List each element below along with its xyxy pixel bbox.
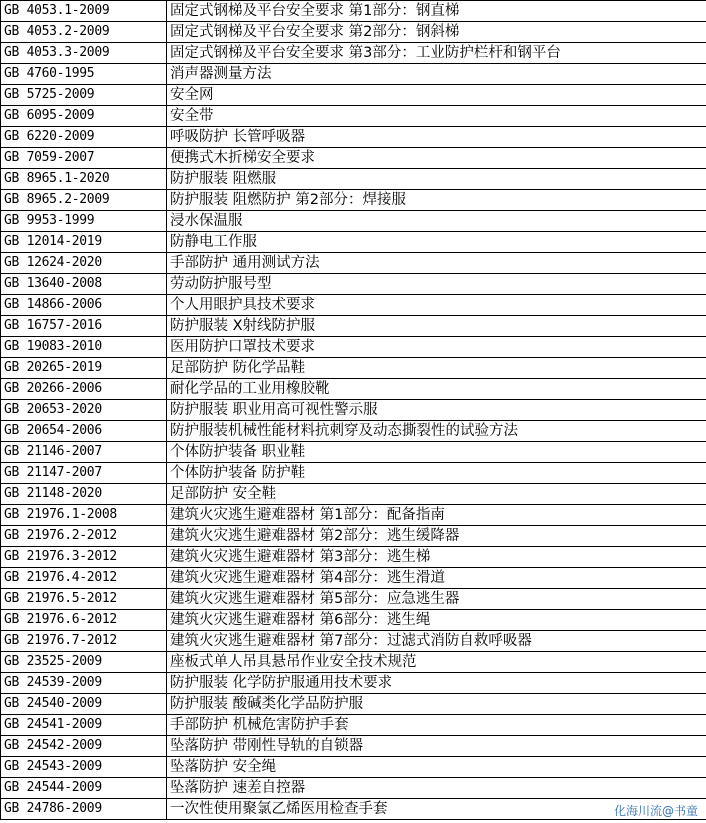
standard-title-cell[interactable]: 手部防护 机械危害防护手套 (167, 715, 706, 736)
standard-title-cell[interactable]: 座板式单人吊具悬吊作业安全技术规范 (167, 652, 706, 673)
table-row[interactable] (1, 337, 706, 358)
table-row[interactable] (1, 673, 706, 694)
standard-title-cell[interactable]: 手部防护 通用测试方法 (167, 253, 706, 274)
standards-table-body (1, 1, 706, 820)
table-row[interactable] (1, 652, 706, 673)
standard-code-cell[interactable]: GB 4053.1-2009 (1, 1, 167, 22)
standard-title-cell[interactable]: 耐化学品的工业用橡胶靴 (167, 379, 706, 400)
standard-code-cell[interactable]: GB 4053.3-2009 (1, 43, 167, 64)
standard-title-cell[interactable]: 防护服装 职业用高可视性警示服 (167, 400, 706, 421)
standard-title-cell[interactable]: 坠落防护 安全绳 (167, 757, 706, 778)
standard-code-cell[interactable]: GB 24786-2009 (1, 799, 167, 820)
table-row[interactable] (1, 358, 706, 379)
standard-code-cell[interactable]: GB 20266-2006 (1, 379, 167, 400)
table-row[interactable] (1, 274, 706, 295)
standard-title-cell[interactable]: 个体防护装备 职业鞋 (167, 442, 706, 463)
table-row[interactable] (1, 694, 706, 715)
standard-title-cell[interactable]: 建筑火灾逃生避难器材 第2部分：逃生缓降器 (167, 526, 706, 547)
standard-code-cell[interactable]: GB 7059-2007 (1, 148, 167, 169)
standard-title-cell[interactable]: 消声器测量方法 (167, 64, 706, 85)
standard-code-cell[interactable]: GB 16757-2016 (1, 316, 167, 337)
table-row[interactable] (1, 421, 706, 442)
table-row[interactable] (1, 127, 706, 148)
standard-title-cell[interactable]: 安全网 (167, 85, 706, 106)
standard-code-cell[interactable]: GB 13640-2008 (1, 274, 167, 295)
table-row[interactable] (1, 64, 706, 85)
standard-code-cell[interactable]: GB 23525-2009 (1, 652, 167, 673)
standard-code-cell[interactable]: GB 5725-2009 (1, 85, 167, 106)
standard-title-cell[interactable]: 防护服装 化学防护服通用技术要求 (167, 673, 706, 694)
table-row[interactable] (1, 757, 706, 778)
standard-title-cell[interactable]: 建筑火灾逃生避难器材 第5部分：应急逃生器 (167, 589, 706, 610)
standard-code-cell[interactable]: GB 21146-2007 (1, 442, 167, 463)
table-row[interactable] (1, 778, 706, 799)
standard-code-cell[interactable]: GB 19083-2010 (1, 337, 167, 358)
table-row[interactable] (1, 568, 706, 589)
standard-title-cell[interactable]: 医用防护口罩技术要求 (167, 337, 706, 358)
table-row[interactable] (1, 295, 706, 316)
standard-code-cell[interactable]: GB 12624-2020 (1, 253, 167, 274)
standard-code-cell[interactable]: GB 21976.3-2012 (1, 547, 167, 568)
table-row[interactable] (1, 610, 706, 631)
table-row[interactable] (1, 715, 706, 736)
table-row[interactable] (1, 526, 706, 547)
standard-code-cell[interactable]: GB 8965.2-2009 (1, 190, 167, 211)
table-row[interactable] (1, 379, 706, 400)
standard-title-cell[interactable]: 一次性使用聚氯乙烯医用检查手套 (167, 799, 706, 820)
table-row[interactable] (1, 169, 706, 190)
standard-title-cell[interactable]: 足部防护 防化学品鞋 (167, 358, 706, 379)
standard-code-cell[interactable]: GB 12014-2019 (1, 232, 167, 253)
table-row[interactable] (1, 43, 706, 64)
table-row[interactable] (1, 316, 706, 337)
standard-title-cell[interactable]: 建筑火灾逃生避难器材 第3部分：逃生梯 (167, 547, 706, 568)
standard-code-cell[interactable]: GB 20653-2020 (1, 400, 167, 421)
standard-code-cell[interactable]: GB 24540-2009 (1, 694, 167, 715)
standard-code-cell[interactable]: GB 21147-2007 (1, 463, 167, 484)
table-row[interactable] (1, 547, 706, 568)
standard-title-cell[interactable]: 呼吸防护 长管呼吸器 (167, 127, 706, 148)
standard-title-cell[interactable]: 固定式钢梯及平台安全要求 第1部分：钢直梯 (167, 1, 706, 22)
standard-code-cell[interactable]: GB 14866-2006 (1, 295, 167, 316)
standard-title-cell[interactable]: 劳动防护服号型 (167, 274, 706, 295)
table-row[interactable] (1, 589, 706, 610)
standard-code-cell[interactable]: GB 4760-1995 (1, 64, 167, 85)
standard-code-cell[interactable]: GB 24542-2009 (1, 736, 167, 757)
table-row[interactable] (1, 148, 706, 169)
standard-title-cell[interactable]: 固定式钢梯及平台安全要求 第3部分：工业防护栏杆和钢平台 (167, 43, 706, 64)
table-row[interactable] (1, 1, 706, 22)
standard-code-cell[interactable]: GB 21148-2020 (1, 484, 167, 505)
standard-title-cell[interactable]: 建筑火灾逃生避难器材 第1部分：配备指南 (167, 505, 706, 526)
standard-title-cell[interactable]: 浸水保温服 (167, 211, 706, 232)
standard-title-cell[interactable]: 坠落防护 速差自控器 (167, 778, 706, 799)
standard-code-cell[interactable]: GB 24541-2009 (1, 715, 167, 736)
standard-code-cell[interactable]: GB 21976.1-2008 (1, 505, 167, 526)
table-row[interactable] (1, 442, 706, 463)
standard-title-cell[interactable]: 防护服装 阻燃服 (167, 169, 706, 190)
table-row[interactable] (1, 463, 706, 484)
standard-code-cell[interactable]: GB 6095-2009 (1, 106, 167, 127)
standard-code-cell[interactable]: GB 21976.2-2012 (1, 526, 167, 547)
table-row[interactable] (1, 22, 706, 43)
standard-code-cell[interactable]: GB 20265-2019 (1, 358, 167, 379)
standard-title-cell[interactable]: 防静电工作服 (167, 232, 706, 253)
standard-code-cell[interactable]: GB 9953-1999 (1, 211, 167, 232)
table-row[interactable] (1, 85, 706, 106)
standard-code-cell[interactable]: GB 20654-2006 (1, 421, 167, 442)
standard-title-cell[interactable]: 建筑火灾逃生避难器材 第4部分：逃生滑道 (167, 568, 706, 589)
table-row[interactable] (1, 799, 706, 820)
standard-title-cell[interactable]: 防护服装 X射线防护服 (167, 316, 706, 337)
standard-title-cell[interactable]: 便携式木折梯安全要求 (167, 148, 706, 169)
table-row[interactable] (1, 106, 706, 127)
standard-title-cell[interactable]: 个人用眼护具技术要求 (167, 295, 706, 316)
table-row[interactable] (1, 232, 706, 253)
standard-code-cell[interactable]: GB 24543-2009 (1, 757, 167, 778)
standard-code-cell[interactable]: GB 21976.4-2012 (1, 568, 167, 589)
table-row[interactable] (1, 736, 706, 757)
table-row[interactable] (1, 190, 706, 211)
table-row[interactable] (1, 484, 706, 505)
standard-code-cell[interactable]: GB 21976.6-2012 (1, 610, 167, 631)
standard-title-cell[interactable]: 个体防护装备 防护鞋 (167, 463, 706, 484)
table-row[interactable] (1, 400, 706, 421)
standard-code-cell[interactable]: GB 24539-2009 (1, 673, 167, 694)
standard-code-cell[interactable]: GB 24544-2009 (1, 778, 167, 799)
standard-title-cell[interactable]: 防护服装 阻燃防护 第2部分：焊接服 (167, 190, 706, 211)
standard-code-cell[interactable]: GB 21976.7-2012 (1, 631, 167, 652)
standard-title-cell[interactable]: 防护服装 酸碱类化学品防护服 (167, 694, 706, 715)
standard-title-cell[interactable]: 建筑火灾逃生避难器材 第6部分：逃生绳 (167, 610, 706, 631)
standard-title-cell[interactable]: 固定式钢梯及平台安全要求 第2部分：钢斜梯 (167, 22, 706, 43)
table-row[interactable] (1, 211, 706, 232)
standard-code-cell[interactable]: GB 6220-2009 (1, 127, 167, 148)
standard-title-cell[interactable]: 建筑火灾逃生避难器材 第7部分：过滤式消防自救呼吸器 (167, 631, 706, 652)
standard-code-cell[interactable]: GB 21976.5-2012 (1, 589, 167, 610)
watermark: 化海川流@书童 (613, 804, 698, 818)
standard-title-cell[interactable]: 安全带 (167, 106, 706, 127)
standard-code-cell[interactable]: GB 4053.2-2009 (1, 22, 167, 43)
standard-title-cell[interactable]: 足部防护 安全鞋 (167, 484, 706, 505)
table-row[interactable] (1, 505, 706, 526)
table-row[interactable] (1, 253, 706, 274)
table-row[interactable] (1, 631, 706, 652)
standard-code-cell[interactable]: GB 8965.1-2020 (1, 169, 167, 190)
standard-title-cell[interactable]: 坠落防护 带刚性导轨的自锁器 (167, 736, 706, 757)
standard-title-cell[interactable]: 防护服装机械性能材料抗刺穿及动态撕裂性的试验方法 (167, 421, 706, 442)
